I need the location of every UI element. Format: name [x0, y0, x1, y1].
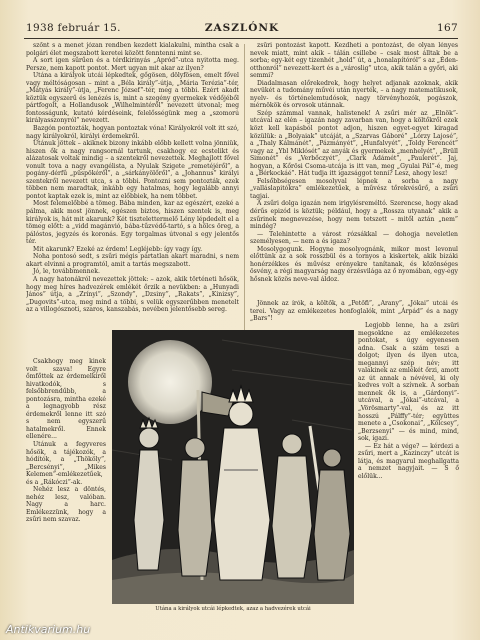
right-lower-column: [358, 322, 459, 610]
paragraph: Utánuk jöttek – akiknek bizony inkább előbb kellett volna jönniük, hiszen ők a nagy rangsornál tartunk, csakhogy ez ecstelikt és alázatosak voltak mindig – a szentekről nevezettek. Meghajlott fővel vonult tova a nagy evangélista, a Nyulak Szigete „remetéjéről”, a pogány-dérfű „püspökéről”, a „sárkányölőről”, a „Johannus” királyi szentekről nevezett utca, s a többi. Pontozni sem pontozták, ezek többen nem maradtak, inkább egy hatalmas, hogy legalább annyi pontot kaptak ezek is, mint az előbbiek, ha nem többet.: [26, 140, 239, 200]
paragraph: Utána a királyok utcái lépkedtek, gőgösen, dölyfösen, emelt fővel vagy méltóságosan – mint a „Béla király”-útja, „Mária Terézia”-tér, „Mátyás király”-útja, „Ferenc József”-tér, meg a többi. Ezért akadt köztük egyszerű és lenézés is, mint a szegény gyermekek védőjéből pártfogolt, a Hollandusok „Wilhelmintéről” nevezett útvonal; meg fontosságunk, kutató kérdéseink, felelősségünk meg a „szomorú királyasszonyról” nevezett.: [26, 72, 239, 125]
illustration: [112, 330, 354, 604]
left-lower-column: [26, 358, 106, 620]
paragraph: Szép számmal vannak, halistenek! A zsűri mér az „Elnök”-utcával az elén – igazán nagy zavarban van, hogy a költőkről ezek közt kell kapásból pontot adjon, hiszen egyet-egyet kiragad közülük: a „Bolyaiak” utcáját, a „Szarvas Gáboré” „Lórzy Lajosé”, a „Thaly Kálmánét”, „Pázmányét”, „Hunfalvyét”, „Toldy Ferencét” vagy az „Ybl Miklósét” az anyák és gyermekek „menhelyét”, „Brüll Simonét” és „Verbőczyét”, „Clark Ádámét”, „Paulerét”. Jaj, hogyan, a Kőrösi Csoma-utcája is itt van, meg „Gyulai Pál”-é, meg a „Bérkockáé”. Hát tudja itt igazsággot tenni? Lesz, ahogy lesz!: [250, 109, 458, 178]
paragraph: Mit akarunk? Ezeké az érdem! Legléjebb: így vagy így.: [33, 245, 203, 253]
header-rule: [24, 38, 458, 39]
paragraph: Mosolygogunk. Hogyne mosolyognánk, mikor most levonul előttünk az a sok rosszbül és a tornyos a kiskertek, akik bizáki honérzékkes és művész erényekre tanítanak, és közönséges ösvény, a régi magyarság nagy érzésvilága az ő nyomában, egy-egy hősnek közös neve-val áldoz.: [250, 245, 458, 283]
paragraph: A sort igen sűrűen és a térdkirinyás „Apród”-utca nyitotta meg. Persze, nem kapott pontot. Mert ugyan mit akar az ilyen?: [26, 57, 239, 72]
paragraph: Bazgón pontozták, hogyan pontoztak vóna! Királyokról volt itt szó, nagy királyokról, királyi érdemekről.: [26, 125, 239, 140]
paragraph: szőnt s a menet józan rendben kezdett kialakulni, mintha csak a polgári élet megszabott keretei között fenntenni mint se.: [26, 42, 239, 57]
paragraph: Legjobb lenne, ha a zsűri megsokkne az emlékezetes pontokat, s úgy egyenesen adna. Csak a szám teszi a dolgot; ilyen és ilyen utca, megannyi szép név; itt valakinek az emlékét őrzi, amott az út annak a névével, ki oly kedves volt a szívnek. A sorban mennek ők is, a „Gárdonyi”-utcával, a „Jókai”-utcával, a „Vörösmarty”-val, és az itt hosszú „Pálffy”-tér; együttes menete a „Csokonai”, „Kölcsey”, „Berzsenyi” — és mind, mind, sok, igazi.: [358, 322, 459, 443]
paragraph: Diadalmasan előrekedrek, hogy helyet adjanak azoknak, akik nevükét a tudomány művéi után nyerték, – a nagy matematikusok, nyelv- és történelemtudósok, nagy törvényhozók, pogászok, mérnökök és orvosok utánnak.: [250, 79, 458, 110]
magazine-title: ZASZLÓNK: [204, 22, 280, 34]
paragraph: A nagy hatonákról nevezettek jöttek: – azok, akik történeti hősök, hogy meg híres hadvezérek emlékét őrzik a nevükben: a „Hunyadi János” útja, a „Zrínyi”, „Szondy”, „Dzsiny”, „Rakats”, „Kinizsy”, „Dugovits”-utca, meg mind a többi, s velük egyszerűbben menetelt az a villogósznoti, szaros, kanszabás, nevében jelentősebb sereg.: [26, 275, 239, 314]
right-column: [250, 42, 458, 334]
left-column: [26, 42, 239, 354]
page-header: [26, 22, 458, 38]
paragraph: — Ez hát a vége? — kérdezi a zsűri, mert a „Kazinczy” utcát is látja, és magyarul meghallgatta a nemzet nagyjait. — S ő előlük...: [358, 442, 459, 480]
paragraph: Jönnek az írók, a költők, a „Petőfi”, „Arany”, „Jókai” utcái és terei. Vagy az emlékezetes honfoglalók, mint „Árpád” és a nagy „Bars”!: [250, 300, 458, 323]
page-number: 167: [437, 22, 458, 34]
paragraph: Nehéz lesz a döntés, nehéz lesz, valóban. Nagy a harc. Emlékezzünk, hogy a zsűri nem szavaz.: [26, 486, 106, 524]
paragraph: Most felemelőbbé a tömeg. Bába minden, kar az egészért, ezeké a pálma, akik most jönnek, egészen biztos, hiszen szentek is, meg királyok is, hát mit akarunk? Két tisztelettermelő Lény lépdedelt el a tömeg előtt: a „vidd magánvió, bába-tűzvédő-tartó, s a hölcs öreg, a pálóstos, jegyzés és koronás. Egy torgalmas útvonal s egy jelentős tér.: [26, 200, 239, 246]
issue-date: 1938 február 15.: [26, 22, 121, 34]
procession-illustration: [112, 330, 354, 604]
watermark-text: Antikvarium.hu: [6, 623, 91, 636]
paragraph: Noha pontosó sedt, s zsűri mégis pártatlan akart maradni, s nem akart elvinni a programtól, amit a tartás megszabott.: [26, 253, 239, 268]
paragraph: — Telehintette a várost rózsákkal — dohogja neveletlen személyesen, — nem a és igaza?: [250, 230, 458, 246]
paragraph: Utánuk a fegyveres hősök, a tájékozók, a hódítók, a „Thököly”, „Bercsényi”, „Mikes Kelemen”-emlékezetűek, és a „Rákóczi”-ak.: [26, 441, 106, 486]
paragraph: A zsűri dolga igazán nem irigylésreméltó. Szerencse, hogy akad dérűs epizód is köztük; például, hogy a „Rossza utyanak” akik a zsűrinek megnevezése, hogy nem tetszett – mitől aztán „nem” mindég?: [250, 200, 458, 231]
paragraph: Felsőbbségesen mosolyval lépnek a sorba a nagy „valláslapitókra” emlékezetűek, a művész tőrekvésűrő, a zsűri tagjai.: [250, 177, 458, 200]
illustration-caption: Utána a királyok utcái lépkedtek, azaz a hadvezérek utcái: [155, 606, 311, 612]
column-divider: [244, 44, 245, 334]
paragraph: Csakhogy meg kinek volt szava! Egyre őmfőttek az érdemelkiről hivatkodók, s felsőbbrendűbb, a pontozásra, mintha ezeké a legnagyobb rész érdemekről lenne itt szó s nem egyszerű hatalmekről. Ennek ellenére...: [26, 358, 106, 441]
paragraph: zsűri pontozást kapott. Kezdheti a pontozást, de olyan lényes nevek miatt, mint akik – tálán csillebe – csak most álltak be a sorba; egy-két egy tizenhét „hold” út, a „honalapítóról” s az „Éden-otthonról” nevezett-kert és a „városlig” utca, akik talán a győri, aki semmi?: [250, 42, 458, 80]
paragraph: Jó, le, továbbmennek.: [33, 268, 100, 276]
